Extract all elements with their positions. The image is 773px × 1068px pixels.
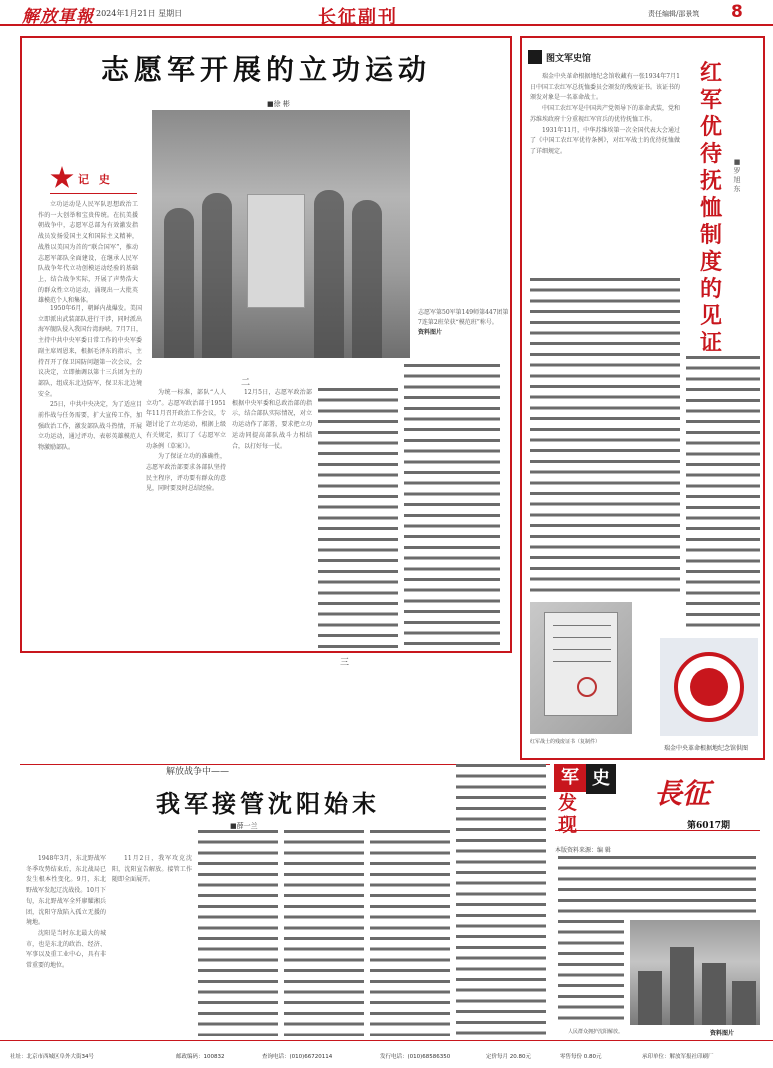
bottom-kicker: 解放战争中—— — [166, 767, 230, 777]
kicker-badge — [50, 166, 136, 190]
square-icon — [528, 50, 542, 64]
side-headline[interactable]: 红军优待抚恤制度的见证 — [699, 60, 722, 356]
lead-headline[interactable]: 志愿军开展的立功运动 — [100, 53, 431, 86]
bottom-byline: ■薛一兰 — [230, 822, 258, 830]
paragraph: 为了保证立功的准确性，志愿军政治部要求各部队坚持民主程序，评功要有群众的意见，同时要及时总结经验。 — [146, 453, 226, 493]
side-column-1 — [530, 72, 680, 272]
page-title: 长征副刊 — [318, 7, 398, 28]
newspaper-logo[interactable]: 解放軍報 — [22, 7, 94, 27]
photo-caption: 人民群众拥护沈阳解放。 — [568, 1029, 624, 1035]
bottom-column-3 — [198, 830, 278, 1036]
photo-credit: 资料图片 — [418, 329, 443, 336]
honor-banner — [247, 194, 305, 308]
issue-date: 2024年1月21日 星期日 — [96, 9, 183, 18]
side-column-2 — [530, 278, 680, 598]
side-byline: ■罗旭东 — [733, 158, 741, 193]
kicker-label: 记 史 — [78, 173, 113, 186]
certificate-document — [544, 612, 618, 716]
shenyang-photo[interactable] — [630, 920, 760, 1025]
logo-char: 发 — [558, 792, 578, 814]
divider — [555, 830, 760, 831]
photo-credit: 瑞金中央革命根据地纪念馆供图 — [664, 745, 749, 752]
responsible-editor: 责任编辑/邵景筑 — [648, 10, 700, 18]
logo-char: 史 — [586, 764, 616, 794]
footer-price-month: 定价每月 20.80元 — [486, 1054, 531, 1060]
footer-printer: 承印单位：解放军报社印刷厂 — [642, 1054, 714, 1060]
lead-column-2 — [146, 388, 226, 650]
right-column — [558, 856, 756, 916]
paragraph: 25日，中共中央决定，为了适应目前作战与任务需要，扩大宣传工作，加强政治工作，激发部队战斗热情，开展立功运动，通过评功、表彰英雄模范人物激励部队。 — [38, 401, 142, 452]
footer-address: 社址：北京市西城区阜外大街34号 — [10, 1054, 94, 1060]
lead-photo[interactable] — [152, 110, 410, 358]
section-marker: 三 — [340, 658, 350, 668]
footer — [0, 1040, 773, 1068]
issue-number: 第6017期 — [687, 821, 731, 831]
photo-credit: 资料图片 — [710, 1030, 735, 1037]
paragraph: 1948年3月，东北野战军冬季攻势结束后，东北战局已发生根本性变化。9月，东北野战军发起辽沈战役。10月下旬，东北野战军全歼廖耀湘兵团，沈阳守敌陷入孤立无援的境地。 — [26, 855, 106, 927]
lead-column-4 — [318, 388, 398, 650]
bottom-column-1 — [26, 854, 106, 1036]
section-marker: 二 — [241, 378, 251, 388]
paragraph: 沈阳是当时东北最大的城市，也是东北的政治、经济、军事以及重工业中心，具有非常重要的地位。 — [26, 929, 106, 970]
side-article[interactable] — [520, 36, 765, 760]
right-column-narrow — [558, 920, 624, 1024]
lead-column-3 — [232, 388, 312, 650]
masthead — [0, 0, 773, 26]
lead-byline: ■徐 彬 — [267, 100, 290, 108]
divider — [50, 193, 137, 194]
lead-article[interactable] — [20, 36, 512, 668]
paragraph: 1950年6月，朝鲜内战爆发。美国立即派出武装部队进行干涉，同时派出海军舰队侵入我国台湾海峡。7月7日，主持中共中央军委日常工作的中央军委副主席周恩来，根据毛泽东的指示，主持召开了保卫国防问题第一次会议，会议决定，立即抽调以第十三兵团为主的部队，组成东北边防军，保卫东北边境安全。 — [38, 305, 142, 398]
footer-distribution: 发行电话：(010)68586350 — [380, 1054, 451, 1060]
footer-phone: 查询电话：(010)66720114 — [262, 1054, 333, 1060]
photo-caption: 志愿军第50军第149师第447团第7连第2班荣获“模范班”称号。 资料图片 — [418, 309, 509, 336]
footer-price-copy: 零售每份 0.80元 — [560, 1054, 602, 1060]
page-number: 8 — [731, 2, 743, 22]
lead-column-5 — [404, 364, 500, 650]
junshi-faxian-logo — [554, 764, 624, 836]
bottom-column-2 — [112, 854, 192, 1036]
bottom-column-5 — [370, 830, 450, 1036]
footer-postcode: 邮政编码：100832 — [176, 1054, 225, 1060]
paragraph: 1931年11月，中华苏维埃第一次全国代表大会通过了《中国工农红军优待条例》，对红军战士的优待抚恤做了详细规定。 — [530, 126, 680, 155]
source-line: 本版资料来源：编 辑 — [555, 847, 611, 854]
museum-logo — [660, 638, 758, 736]
paragraph: 立功运动是人民军队思想政治工作的一大创举和宝贵传统。在抗美援朝战争中，志愿军总部为有效激发指战员发扬爱国主义和国际主义精神，战胜以美国为首的“联合国军”，推动志愿军部队全面建设，在继承人民军队战争年代立功创模运动经验的基础上，结合战争实际，开展了声势浩大的群众性立功运动，涌现出一大批英雄模范个人和集体。 — [38, 201, 138, 305]
paragraph: 为统一标准，部队“人人立功”。志愿军政治部于1951年11月召开政治工作会议，专题讨论了立功运动，根据上级有关规定，拟订了《志愿军立功条例（草案）》。 — [146, 389, 226, 450]
bottom-headline[interactable]: 我军接管沈阳始末 — [156, 789, 380, 818]
star-icon — [50, 166, 74, 190]
certificate-photo[interactable] — [530, 602, 632, 734]
paragraph: 12月5日，志愿军政治部根据中央军委和总政治部的指示，结合部队实际情况，对立功运动作了部署，要求把立功运动同提高部队战斗力相结合，以打好每一仗。 — [232, 389, 312, 450]
logo-char: 军 — [554, 764, 586, 792]
side-column-3 — [686, 356, 760, 628]
changzheng-logo: 長征 — [654, 777, 711, 810]
logo-char: 现 — [558, 814, 578, 836]
column-header — [528, 50, 606, 64]
paragraph: 瑞金中央革命根据地纪念馆收藏有一张1934年7月1日中国工农红军总抚恤委员会颁发的残废证书。该证书的颁发对象是一名革命战士。 — [530, 73, 681, 102]
seal-icon — [577, 677, 597, 697]
paragraph: 中国工农红军是中国共产党领导下的革命武装，党和苏维埃政府十分重视红军官兵的优待抚恤工作。 — [530, 105, 681, 123]
lead-intro — [38, 200, 138, 305]
lead-column-1 — [38, 304, 142, 646]
column-name: 图文军史馆 — [546, 54, 592, 64]
bottom-column-6 — [456, 764, 546, 1036]
bottom-column-4 — [284, 830, 364, 1036]
photo-caption: 红军战士的残废证书（复制件） — [530, 739, 601, 745]
paragraph: 11月2日，我军攻克沈阳，沈阳宣告解放。接管工作随即全面展开。 — [112, 855, 192, 884]
